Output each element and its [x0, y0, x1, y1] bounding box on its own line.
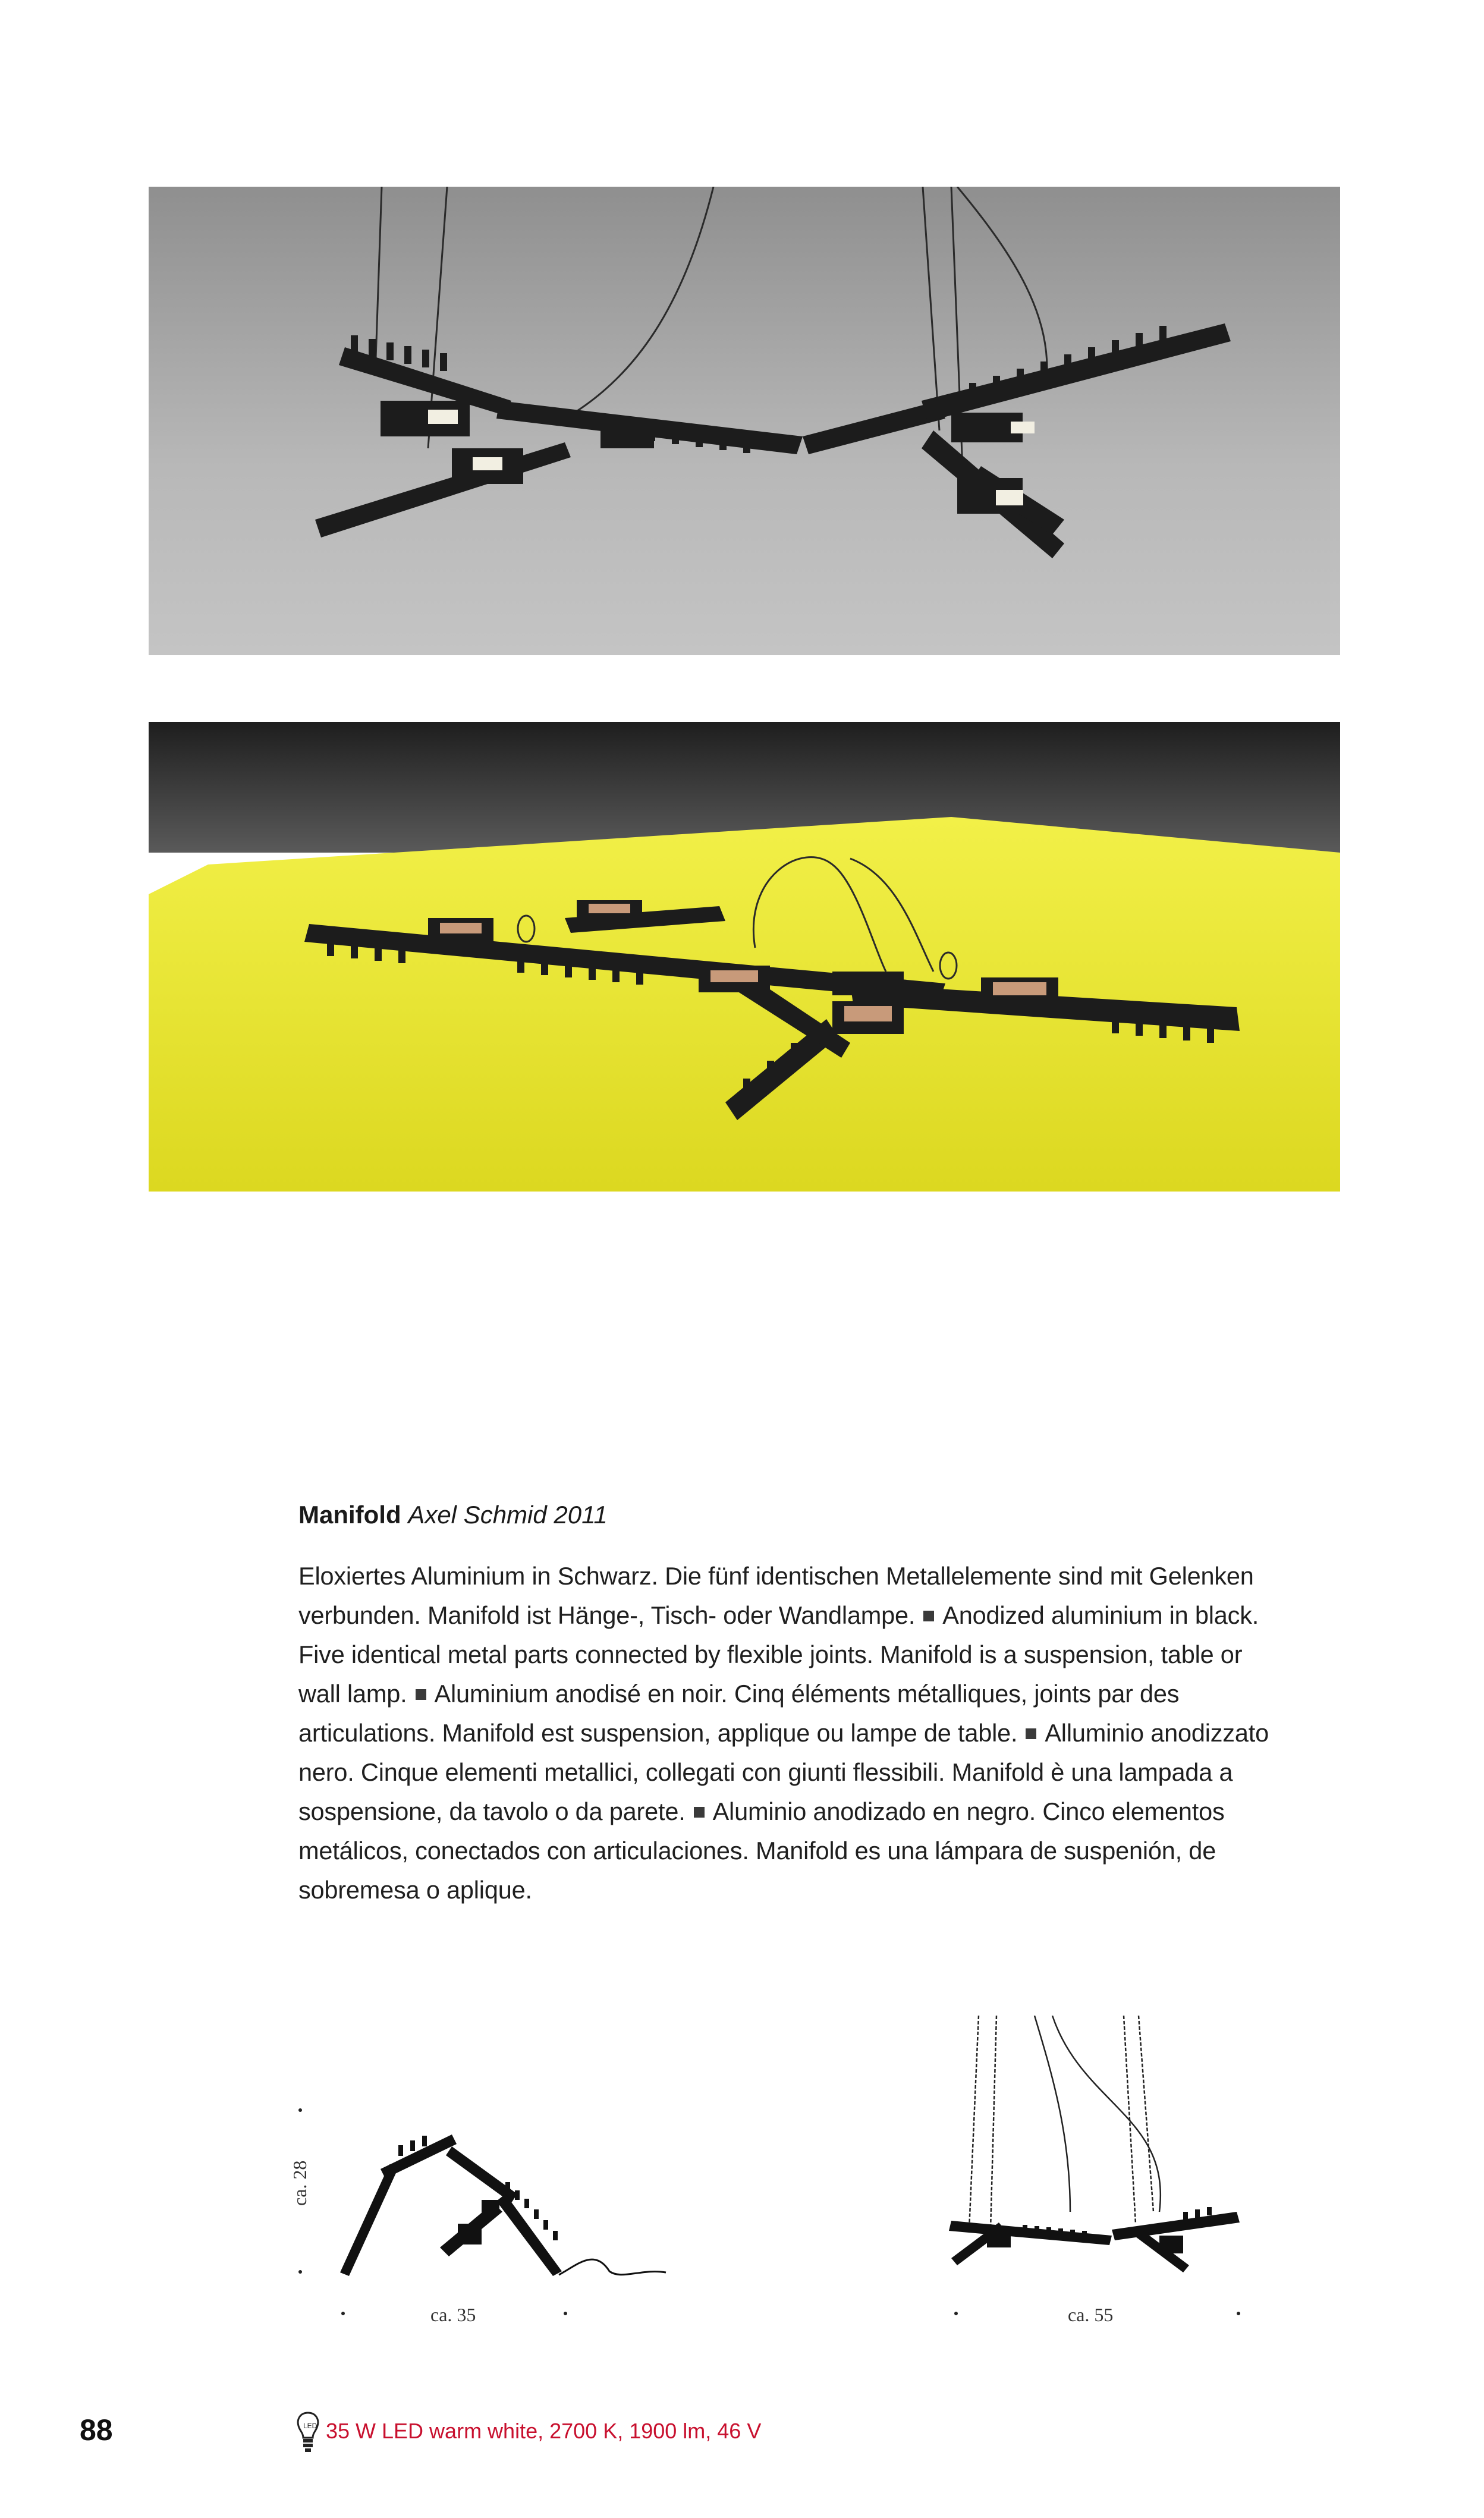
suspension-lamp-image [149, 187, 1340, 655]
separator-square-icon [694, 1807, 705, 1818]
technical-drawing-table [279, 2099, 708, 2337]
separator-square-icon [416, 1689, 426, 1700]
description-it: Alluminio anodizzato nero. Cinque elementi metallici, collegati con giunti flessibili. Manifold è una lampada a sospensione, da tavolo o da parete. [298, 1719, 1269, 1825]
product-photo-suspension [149, 187, 1340, 655]
svg-text:LED: LED [303, 2422, 317, 2430]
dimension-dot [298, 2108, 302, 2112]
suspension-config-silhouette [933, 2016, 1255, 2337]
product-description [298, 1557, 1279, 1910]
description-en: Anodized aluminium in black. Five identical metal parts connected by flexible joints. Manifold is a suspension, table or wall lamp. [298, 1601, 1259, 1708]
product-name: Manifold [298, 1501, 401, 1529]
dimension-dot [341, 2312, 345, 2315]
dimension-dot [564, 2312, 567, 2315]
description-de: Eloxiertes Aluminium in Schwarz. Die fünf identischen Metallelemente sind mit Gelenken verbunden. Manifold ist Hänge-, Tisch- oder Wandlampe. [298, 1562, 1254, 1629]
table-lamp-image [149, 722, 1340, 1192]
separator-square-icon [923, 1611, 934, 1621]
dimension-dot [298, 2270, 302, 2274]
dimension-width-label-table: ca. 35 [430, 2304, 476, 2325]
separator-square-icon [1026, 1728, 1036, 1739]
led-bulb-icon [295, 2410, 321, 2454]
description-fr: Aluminium anodisé en noir. Cinq éléments métalliques, joints par des articulations. Manifold est suspension, applique ou lampe de table. [298, 1680, 1180, 1747]
table-config-silhouette [279, 2099, 708, 2337]
technical-drawing-suspension [933, 2016, 1255, 2337]
product-designer: Axel Schmid 2011 [408, 1501, 608, 1529]
dimension-dot [1237, 2312, 1240, 2315]
description-es: Aluminio anodizado en negro. Cinco elementos metálicos, conectados con articulaciones. Manifold es una lámpara de suspenión, de sobremesa o aplique. [298, 1797, 1225, 1904]
page-number: 88 [80, 2413, 113, 2447]
dimension-width-label-suspension: ca. 55 [1068, 2304, 1114, 2325]
product-title [298, 1498, 608, 1532]
product-photo-table [149, 722, 1340, 1192]
spec-text: 35 W LED warm white, 2700 K, 1900 lm, 46 V [326, 2419, 762, 2443]
dimension-dot [954, 2312, 958, 2315]
dimension-height-label: ca. 28 [289, 2160, 310, 2206]
